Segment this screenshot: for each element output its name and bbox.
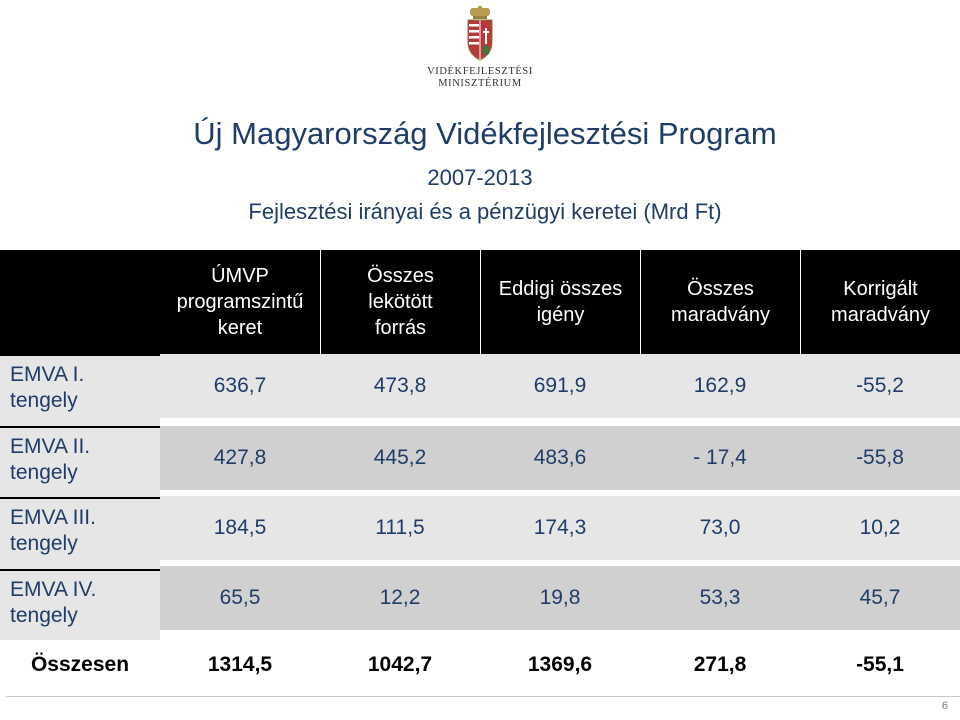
period-label: 2007-2013 — [427, 165, 533, 190]
table-cell: 445,2 — [373, 446, 427, 469]
total-row — [0, 640, 960, 690]
table-cell: 12,2 — [379, 586, 421, 609]
column-header-korrigalt-maradvany: Korrigált maradvány — [800, 250, 960, 354]
table-cell: 636,7 — [213, 374, 267, 397]
table-row — [160, 354, 960, 418]
total-cell: 1314,5 — [207, 653, 273, 676]
total-cell: -55,1 — [856, 653, 904, 676]
table-cell: 184,5 — [213, 516, 267, 539]
table-cell: 10,2 — [859, 516, 901, 539]
table-cell: 111,5 — [375, 516, 425, 539]
total-label: Összesen — [30, 653, 130, 676]
page-number: 6 — [941, 700, 948, 712]
page-title: Új Magyarország Vidékfejlesztési Program — [193, 116, 777, 151]
table-row — [160, 496, 960, 560]
table-cell: 65,5 — [219, 586, 261, 609]
table-cell: 45,7 — [859, 586, 901, 609]
logo-line-2: MINISZTÉRIUM — [438, 78, 522, 89]
logo-line-1: VIDÉKFEJLESZTÉSI — [427, 66, 533, 77]
table-cell: 73,0 — [699, 516, 741, 539]
corner-cell — [0, 250, 160, 354]
table-header — [160, 250, 960, 354]
table-cell: 53,3 — [699, 586, 741, 609]
table-cell: 691,9 — [533, 374, 587, 397]
table-cell: -55,8 — [856, 446, 904, 469]
row-label-emva-4: EMVA IV. tengely — [0, 571, 160, 641]
table-cell: -55,2 — [856, 374, 904, 397]
total-cell: 1369,6 — [527, 653, 593, 676]
coat-of-arms-icon — [465, 6, 495, 62]
footer-divider — [6, 696, 960, 697]
table-row — [160, 566, 960, 630]
table-row — [160, 426, 960, 490]
table-cell: 473,8 — [373, 374, 427, 397]
column-header-umvp-keret: ÚMVP programszintű keret — [176, 265, 304, 339]
total-cell: 271,8 — [693, 653, 747, 676]
column-header-eddigi-igeny: Eddigi összes igény — [480, 250, 640, 354]
total-cell: 1042,7 — [367, 653, 433, 676]
page-subtitle: Fejlesztési irányai és a pénzügyi keretei (Mrd Ft) — [248, 199, 722, 224]
table-cell: 483,6 — [533, 446, 587, 469]
column-header-lekotott-forras: Összes lekötött forrás — [320, 250, 480, 354]
ministry-logo — [408, 6, 552, 98]
table-cell: 427,8 — [213, 446, 267, 469]
table-cell: 19,8 — [539, 586, 581, 609]
table-cell: - 17,4 — [693, 446, 747, 469]
table-cell: 162,9 — [693, 374, 747, 397]
column-header-osszes-maradvany: Összes maradvány — [640, 250, 800, 354]
row-label-emva-3: EMVA III. tengely — [0, 499, 160, 569]
row-label-emva-2: EMVA II. tengely — [0, 428, 160, 498]
row-labels-column — [0, 250, 160, 640]
row-label-emva-1: EMVA I. tengely — [0, 356, 160, 426]
table-cell: 174,3 — [533, 516, 587, 539]
